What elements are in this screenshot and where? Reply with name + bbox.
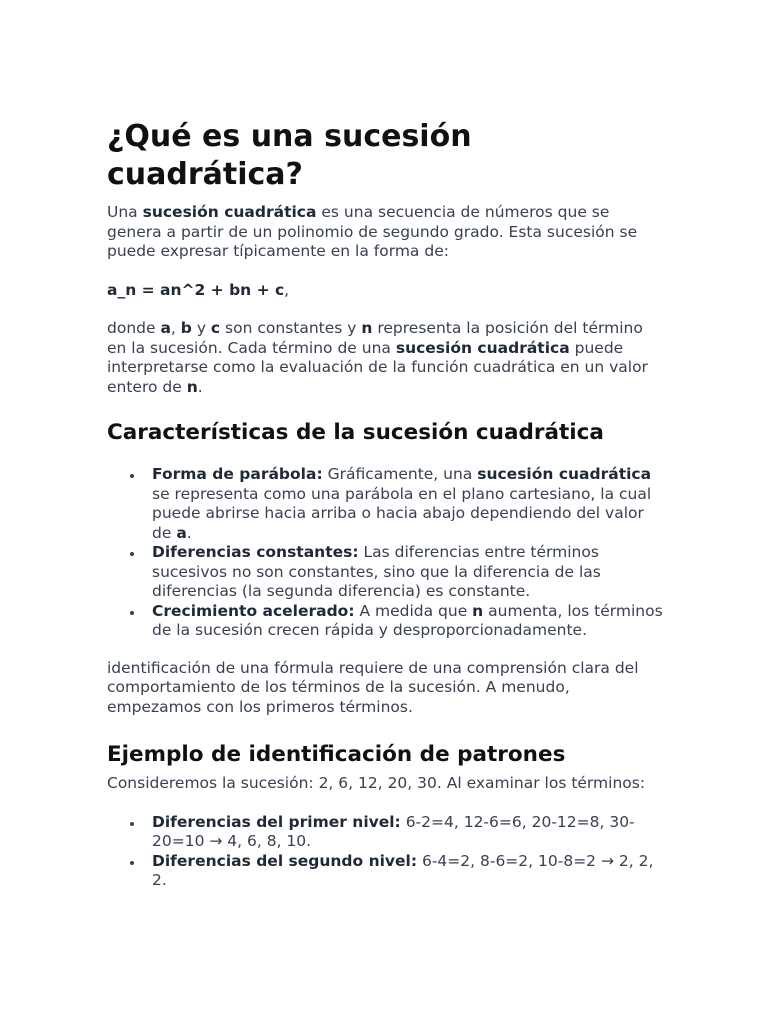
formula-suffix: , <box>284 280 290 299</box>
example-list <box>107 813 667 891</box>
item-text: se representa como una parábola en el plano cartesiano, la cual puede abrirse hacia arriba o hacia abajo dependiendo del valor de <box>152 484 652 542</box>
item-text: Las diferencias entre términos sucesivos no son constantes, sino que la diferencia de las diferencias (la segunda diferencia) es constante. <box>152 543 601 600</box>
desc-bold-n: n <box>361 319 373 337</box>
desc-bold-a: a <box>160 319 171 337</box>
item-text: Gráficamente, una <box>322 465 478 483</box>
desc-text-5: representa la posición del término en la sucesión. Cada término de una <box>107 319 643 357</box>
formula-expression: a_n = an^2 + bn + c <box>107 280 285 299</box>
desc-bold-term: sucesión cuadrática <box>395 338 570 357</box>
item-label: Crecimiento acelerado: <box>152 601 355 620</box>
item-text: A medida que <box>354 601 473 620</box>
list-item <box>152 465 667 543</box>
desc-text-4: son constantes y <box>220 319 362 337</box>
list-item <box>152 813 667 852</box>
item-bold: a <box>176 523 187 542</box>
list-item <box>152 602 667 641</box>
example-heading: Ejemplo de identificación de patrones <box>107 742 566 767</box>
item-bold: sucesión cuadrática <box>477 465 652 483</box>
desc-text-1: donde <box>107 319 161 337</box>
example-intro: Consideremos la sucesión: 2, 6, 12, 20, 30. Al examinar los términos: <box>107 774 646 792</box>
formula-line <box>107 281 667 301</box>
intro-bold-term: sucesión cuadrática <box>142 203 317 221</box>
characteristics-list <box>107 465 667 641</box>
characteristics-heading: Características de la sucesión cuadrática <box>107 420 604 445</box>
desc-bold-b: b <box>180 319 192 337</box>
desc-text-2: , <box>170 319 181 337</box>
intro-text-1: Una <box>107 203 143 221</box>
intro-text-2: es una secuencia de números que se genera a partir de un polinomio de segundo grado. Esta sucesión se puede expresar típicamente en la forma de: <box>107 203 638 260</box>
item-label: Diferencias del primer nivel: <box>152 812 401 831</box>
item-label: Diferencias constantes: <box>152 543 359 561</box>
desc-bold-c: c <box>210 319 221 337</box>
item-label: Forma de parábola: <box>152 465 323 483</box>
desc-text-7: . <box>197 377 203 396</box>
list-item <box>152 543 667 602</box>
page-title: ¿Qué es una sucesión cuadrática? <box>107 119 472 192</box>
item-label: Diferencias del segundo nivel: <box>152 851 418 870</box>
document-page <box>107 118 667 891</box>
item-text: . <box>186 523 192 542</box>
desc-bold-n-2: n <box>186 377 198 396</box>
description-paragraph <box>107 319 667 397</box>
item-bold: n <box>472 601 484 620</box>
list-item <box>152 852 667 891</box>
desc-text-6: puede interpretarse como la evaluación de la función cuadrática en un valor entero de <box>107 338 648 396</box>
item-text: aumenta, los términos de la sucesión crecen rápida y desproporcionadamente. <box>152 601 663 639</box>
desc-text-3: y <box>191 319 211 337</box>
intro-paragraph <box>107 203 667 262</box>
item-text: 6-4=2, 8-6=2, 10-8=2 → 2, 2, 2. <box>152 851 654 889</box>
item-text: 6-2=4, 12-6=6, 20-12=8, 30-20=10 → 4, 6, 8, 10. <box>152 812 635 850</box>
identification-paragraph: identificación de una fórmula requiere de una comprensión clara del comportamiento de los términos de la sucesión. A menudo, empezamos con los primeros términos. <box>107 658 639 716</box>
